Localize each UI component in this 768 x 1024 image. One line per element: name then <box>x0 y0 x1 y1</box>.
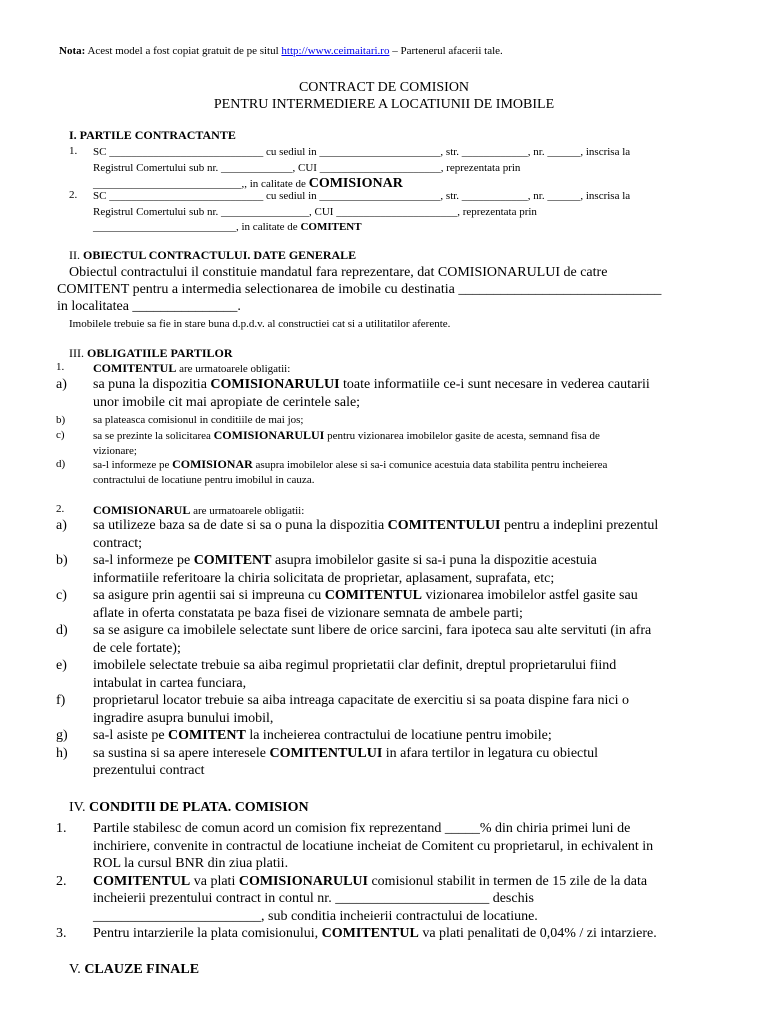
party-2-line-1: SC ____________________________ cu sediul in ______________________, str. ____________, nr. ______, inscrisa la <box>93 190 631 202</box>
party-1 <box>69 145 719 193</box>
party-1-line-1: SC ____________________________ cu sediul in ______________________, str. ____________, nr. ______, inscrisa la <box>93 146 631 158</box>
section-4-heading <box>69 800 309 816</box>
nota-line <box>59 45 503 57</box>
section-3-number: III. <box>69 346 84 360</box>
section-2-note: Imobilele trebuie sa fie in stare buna d.p.d.v. al constructiei cat si a utilitatilor aferente. <box>69 318 451 330</box>
comisionar-number: 2. <box>56 503 65 515</box>
section-2-line-2: COMITENT pentru a intermedia selectionarea de imobile cu destinatia _____________________________ <box>57 282 662 297</box>
section-2-body <box>57 264 727 315</box>
item-f-line-2: ingradire asupra bunului imobil, <box>93 710 274 726</box>
comisionar-label: COMISIONARUL <box>93 503 191 517</box>
section-3-title: OBLIGATIILE PARTILOR <box>87 346 233 360</box>
comisionar-item-g <box>56 727 722 745</box>
item-a-bold: COMISIONARULUI <box>210 377 340 392</box>
source-link[interactable]: http://www.ceimaitari.ro <box>281 45 390 57</box>
payment-item-2-line-2: incheierii prezentului contract in contul nr. ______________________ deschis <box>93 891 534 906</box>
item-a-text-1: sa puna la dispozitia <box>93 377 211 392</box>
item-letter: f) <box>56 693 66 708</box>
comisionar-item-a <box>56 517 722 552</box>
payment-item-2-line-3: ________________________, sub conditia incheierii contractului de locatiune. <box>93 908 538 924</box>
item-h-text-2: in afara tertilor in legatura cu obiectul <box>382 745 599 761</box>
item-c-line-2: aflate in oferta constatata pe baza fisei de vizionare semnata de ambele parti; <box>93 605 523 621</box>
section-5-title: CLAUZE FINALE <box>84 962 200 977</box>
comisionar-item-d <box>56 622 722 657</box>
item-letter: b) <box>56 553 68 568</box>
item-letter: e) <box>56 658 67 673</box>
item-a-bold: COMITENTULUI <box>387 518 501 533</box>
item-b-text-2: asupra imobilelor gasite si sa-i puna la dispozitie acestuia <box>271 553 597 568</box>
section-3-heading <box>69 346 233 361</box>
item-d-bold: COMISIONAR <box>172 457 253 471</box>
nota-text: Acest model a fost copiat gratuit de pe situl <box>87 45 279 57</box>
item-c-bold: COMISIONARULUI <box>213 428 325 442</box>
party-1-line-2: Registrul Comertului sub nr. _____________, CUI ______________________, reprezentata prin <box>93 161 521 174</box>
comitent-number: 1. <box>56 361 65 373</box>
party-1-number: 1. <box>69 145 78 157</box>
payment-item-2 <box>56 873 722 926</box>
item-d-text-2: asupra imobilelor alese si sa-i comunice acestuia data stabilita pentru incheierea <box>252 459 608 471</box>
section-2-number: II. <box>69 248 80 262</box>
item-c-text-2: pentru vizionarea imobilelor gasite de acesta, semnand fisa de <box>324 430 600 442</box>
nota-label: Nota: <box>59 45 86 57</box>
comisionar-item-e <box>56 657 722 692</box>
item-a-line-2: contract; <box>93 535 142 551</box>
party-2-line-2: Registrul Comertului sub nr. ________________, CUI ______________________, reprezentata prin <box>93 205 537 218</box>
section-2-line-1: Obiectul contractului il constituie mandatul fara reprezentare, dat COMISIONARULUI de catre <box>69 265 608 280</box>
item-a-text-1: sa utilizeze baza sa de date si sa o puna la dispozitia <box>93 518 388 533</box>
item-letter: a) <box>56 377 67 392</box>
item-letter: h) <box>56 745 68 761</box>
item-b-line-2: informatiile referitoare la chiria solicitata de proprietar, aplasament, suprafata, etc; <box>93 570 555 586</box>
comitent-item-b <box>56 413 722 428</box>
payment-item-number: 1. <box>56 821 67 836</box>
title-line-2: PENTRU INTERMEDIERE A LOCATIUNII DE IMOBILE <box>213 97 555 112</box>
section-4-list <box>56 820 722 943</box>
item-c-bold: COMITENTUL <box>324 588 422 603</box>
item-e-line-1: imobilele selectate trebuie sa aiba regimul proprietatii clar definit, dreptul proprietarului fiind <box>93 658 617 673</box>
item-c-text-1: sa asigure prin agentii sai si impreuna cu <box>93 588 325 603</box>
payment-item-3-text-1: Pentru intarzierile la plata comisionului, <box>93 926 322 941</box>
item-a-text-2: pentru a indeplini prezentul <box>500 518 659 533</box>
section-2-title: OBIECTUL CONTRACTULUI. DATE GENERALE <box>83 248 357 262</box>
item-d-line-1: sa se asigure ca imobilele selectate sunt libere de orice sarcini, fara ipoteca sau alte servituti (in afra <box>93 623 652 638</box>
section-5-heading <box>69 962 199 978</box>
party-1-line-3-text: ___________________________,, in calitate de <box>93 178 309 190</box>
payment-item-1 <box>56 820 722 873</box>
item-g-bold: COMITENT <box>168 728 246 743</box>
comitent-item-c <box>56 428 722 459</box>
payment-item-number: 3. <box>56 926 67 941</box>
party-2-number: 2. <box>69 189 78 201</box>
comitent-label: COMITENTUL <box>93 361 177 375</box>
section-1-heading <box>69 128 236 143</box>
item-f-line-1: proprietarul locator trebuie sa aiba intreaga capacitate de exercitiu si sa poata dispine fara nici o <box>93 693 630 708</box>
item-letter: c) <box>56 588 67 603</box>
item-c-text-1: sa se prezinte la solicitarea <box>93 430 214 442</box>
item-g-text-1: sa-l asiste pe <box>93 728 169 743</box>
item-letter: a) <box>56 518 67 533</box>
payment-item-1-line-1: Partile stabilesc de comun acord un comision fix reprezentand _____% din chiria primei luni de <box>93 821 631 836</box>
party-1-role: COMISIONAR <box>308 176 403 191</box>
payment-item-2-bold-1: COMITENTUL <box>93 873 191 889</box>
item-b-bold: COMITENT <box>193 553 272 568</box>
comisionar-item-c <box>56 587 722 622</box>
comitent-obligations-heading <box>56 361 291 375</box>
party-2-role: COMITENT <box>300 221 362 233</box>
title-line-1: CONTRACT DE COMISION <box>298 80 470 95</box>
comitent-item-a <box>56 376 722 411</box>
section-2-line-3: in localitatea _______________. <box>57 299 241 314</box>
item-d-line-2: de cele fortate); <box>93 640 181 656</box>
item-c-text-2: vizionarea imobilelor astfel gasite sau <box>421 588 638 603</box>
item-letter: g) <box>56 728 68 743</box>
item-letter: c) <box>56 429 65 441</box>
item-c-line-2: vizionare; <box>93 445 137 457</box>
comisionar-item-b <box>56 552 722 587</box>
item-h-text-1: sa sustina si sa apere interesele <box>93 745 270 761</box>
payment-item-3-text-2: va plati penalitati de 0,04% / zi intarziere. <box>418 926 657 941</box>
item-letter: d) <box>56 623 68 638</box>
party-2-line-3-text: __________________________, in calitate de <box>93 221 301 233</box>
item-d-line-2: contractului de locatiune pentru imobilul in cauza. <box>93 474 315 486</box>
item-letter: b) <box>56 414 66 426</box>
item-b-text-1: sa-l informeze pe <box>93 553 194 568</box>
payment-item-2-text-1: va plati <box>190 873 239 889</box>
comisionar-item-h <box>56 745 722 780</box>
section-4-title: CONDITII DE PLATA. COMISION <box>88 800 309 815</box>
comitent-item-d <box>56 457 722 488</box>
payment-item-1-line-3: ROL la cursul BNR din ziua platii. <box>93 856 289 871</box>
payment-item-2-bold-2: COMISIONARULUI <box>238 873 368 889</box>
item-h-line-2: prezentului contract <box>93 763 205 778</box>
party-2 <box>69 189 719 236</box>
comitent-rest: are urmatoarele obligatii: <box>176 363 291 375</box>
item-b-text: sa plateasca comisionul in conditiile de mai jos; <box>93 414 304 426</box>
section-5-number: V. <box>69 962 81 977</box>
payment-item-2-text-2: comisionul stabilit in termen de 15 zile de la data <box>367 873 648 889</box>
item-h-bold: COMITENTULUI <box>269 745 383 761</box>
item-letter: d) <box>56 458 66 470</box>
item-a-text-2: toate informatiile ce-i sunt necesare in vederea cautarii <box>339 377 650 392</box>
comisionar-rest: are urmatoarele obligatii: <box>190 505 305 517</box>
payment-item-3-bold: COMITENTUL <box>321 926 419 941</box>
item-a-line-2: unor imobile cit mai apropiate de cerintele sale; <box>93 394 361 410</box>
payment-item-1-line-2: inchiriere, convenite in contractul de locatiune incheiat de Comitent cu proprietarul, in echivalent in <box>93 838 654 854</box>
section-1-title: I. PARTILE CONTRACTANTE <box>69 128 236 142</box>
party-2-line-3 <box>93 220 719 236</box>
payment-item-3 <box>56 925 722 943</box>
comisionar-obligations-heading <box>56 503 305 517</box>
comisionar-list <box>56 517 722 780</box>
section-4-number: IV. <box>69 800 86 815</box>
section-2-heading <box>69 248 356 263</box>
payment-item-number: 2. <box>56 873 67 889</box>
nota-after: – Partenerul afacerii tale. <box>392 45 503 57</box>
comisionar-item-f <box>56 692 722 727</box>
item-d-text-1: sa-l informeze pe <box>93 459 173 471</box>
item-e-line-2: intabulat in cartea funciara, <box>93 675 247 691</box>
item-g-text-2: la incheierea contractului de locatiune pentru imobile; <box>245 728 552 743</box>
